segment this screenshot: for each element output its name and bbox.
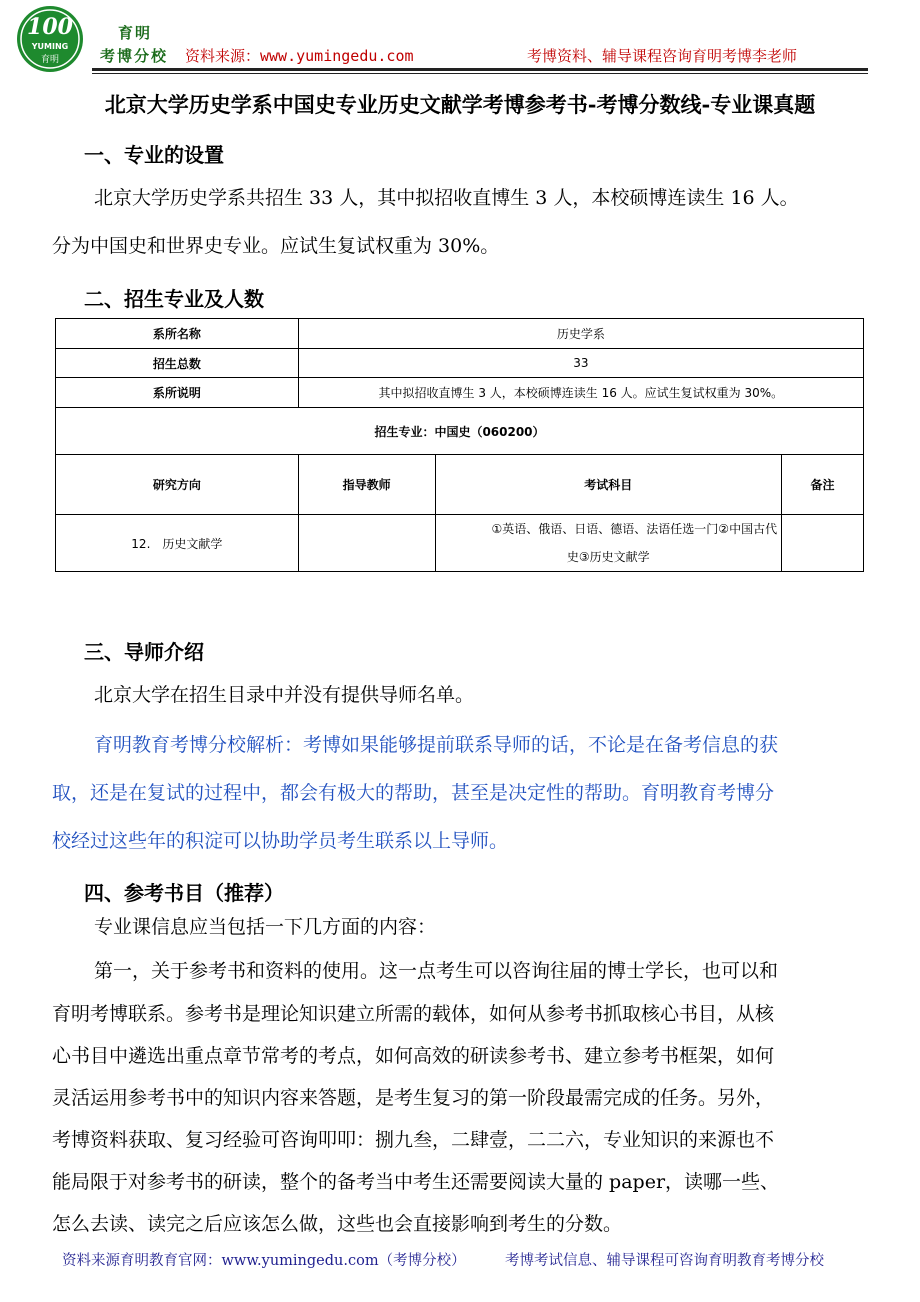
document-title: 北京大学历史学系中国史专业历史文献学考博参考书-考博分数线-专业课真题 (104, 92, 816, 117)
setup-line-1: 北京大学历史学系共招生 33 人，其中拟招收直博生 3 人，本校硕博连读生 16 人。 (94, 187, 799, 209)
setup-line-2: 分为中国史和世界史专业。应试生复试权重为 30%。 (52, 235, 500, 257)
note-label: 系所说明 (56, 378, 299, 408)
header-direction: 研究方向 (56, 455, 299, 515)
header-advisor: 指导教师 (298, 455, 435, 515)
footer-source[interactable]: 资料来源育明教育官网：www.yumingedu.com（考博分校） (62, 1253, 466, 1269)
dept-label: 系所名称 (56, 319, 299, 349)
row-subjects (435, 515, 782, 572)
row-advisor (298, 515, 435, 572)
analysis-line-2: 取，还是在复试的过程中，都会有极大的帮助，甚至是决定性的帮助。育明教育考博分 (52, 782, 775, 804)
source-link[interactable]: 资料来源：www.yumingedu.com (185, 47, 414, 65)
books-line-6: 能局限于对参考书的研读，整个的备考当中考生还需要阅读大量的 paper，读哪一些、 (52, 1171, 780, 1193)
header-subjects: 考试科目 (435, 455, 782, 515)
subjects-line-2: 史③历史文献学 (566, 550, 650, 564)
section-heading-setup: 一、专业的设置 (84, 143, 224, 167)
section-heading-advisors: 三、导师介绍 (84, 640, 204, 664)
total-label: 招生总数 (56, 349, 299, 378)
total-value: 33 (298, 349, 863, 378)
books-intro: 专业课信息应当包括一下几方面的内容： (94, 916, 437, 938)
books-line-4: 灵活运用参考书中的知识内容来答题，是考生复习的第一阶段最需完成的任务。另外， (52, 1087, 775, 1109)
row-remark (782, 515, 864, 572)
header-divider-thick (92, 68, 868, 71)
note-value: 其中拟招收直博生 3 人，本校硕博连读生 16 人。应试生复试权重为 30%。 (298, 378, 863, 408)
major-row: 招生专业：中国史（060200） (56, 408, 864, 455)
row-direction: 12. 历史文献学 (56, 515, 299, 572)
logo-number: 100 (27, 14, 73, 40)
books-line-1: 第一，关于参考书和资料的使用。这一点考生可以咨询往届的博士学长，也可以和 (94, 960, 779, 982)
subjects-line-1: ①英语、俄语、日语、德语、法语任选一门②中国古代 (491, 522, 778, 536)
header-divider-thin (92, 73, 868, 74)
header-remark: 备注 (782, 455, 864, 515)
books-line-3: 心书目中遴选出重点章节常考的考点，如何高效的研读参考书、建立参考书框架，如何 (52, 1045, 775, 1067)
yuming-logo (14, 4, 86, 74)
consult-text: 考博资料、辅导课程咨询育明考博李老师 (527, 47, 798, 65)
dept-value: 历史学系 (298, 319, 863, 349)
enrollment-table (55, 318, 864, 572)
advisors-line-1: 北京大学在招生目录中并没有提供导师名单。 (94, 684, 475, 706)
logo-text: YUMING (31, 42, 69, 51)
footer-consult: 考博考试信息、辅导课程可咨询育明教育考博分校 (505, 1253, 824, 1269)
books-line-2: 育明考博联系。参考书是理论知识建立所需的载体，如何从参考书抓取核心书目，从核 (52, 1003, 775, 1025)
analysis-line-3: 校经过这些年的积淀可以协助学员考生联系以上导师。 (52, 830, 509, 852)
brand-name: 育明 (118, 24, 153, 42)
analysis-line-1: 育明教育考博分校解析：考博如果能够提前联系导师的话，不论是在备考信息的获 (94, 734, 779, 756)
books-line-7: 怎么去读、读完之后应该怎么做，这些也会直接影响到考生的分数。 (52, 1213, 623, 1235)
section-heading-books: 四、参考书目（推荐） (84, 881, 284, 905)
books-line-5: 考博资料获取、复习经验可咨询叩叩：捌九叁，二肆壹，二二六，专业知识的来源也不 (52, 1129, 775, 1151)
logo-chars: 育明 (40, 55, 60, 65)
section-heading-enrollment: 二、招生专业及人数 (84, 287, 264, 311)
brand-branch: 考博分校 (100, 47, 169, 65)
